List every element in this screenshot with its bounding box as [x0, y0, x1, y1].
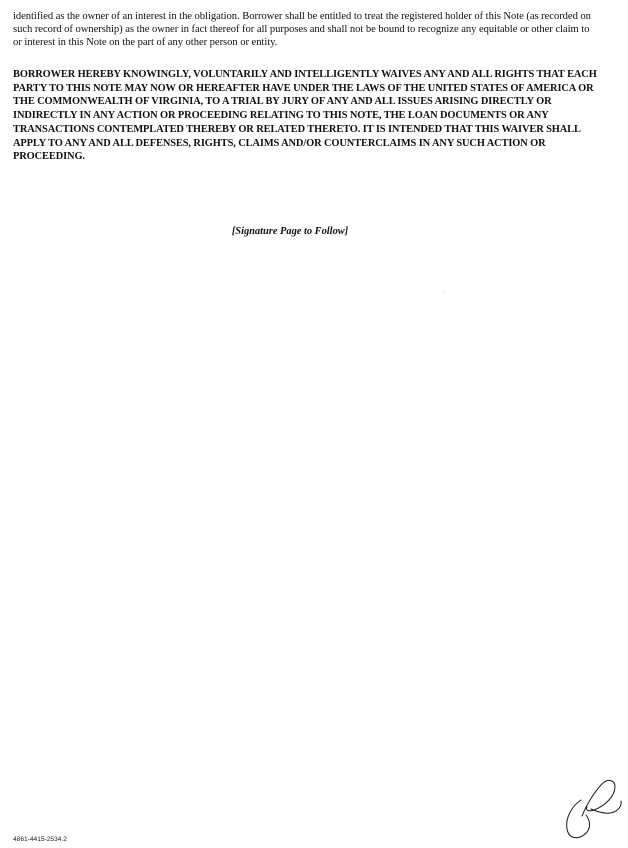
- handwritten-initials-icon: [560, 772, 626, 844]
- jury-trial-waiver-paragraph: BORROWER HEREBY KNOWINGLY, VOLUNTARILY AND INTELLIGENTLY WAIVES ANY AND ALL RIGHTS THAT EACH PARTY TO THIS NOTE MAY NOW OR HEREAFTER HAVE UNDER THE LAWS OF THE UNITED STATES OF AMERICA OR THE COMMONWEALTH OF VIRGINIA, TO A TRIAL BY JURY OF ANY AND ALL ISSUES ARISING DIRECTLY OR INDIRECTLY IN ANY ACTION OR PROCEEDING RELATING TO THIS NOTE, THE LOAN DOCUMENTS OR ANY TRANSACTIONS CONTEMPLATED THEREBY OR RELATED THERETO. IT IS INTENDED THAT THIS WAIVER SHALL APPLY TO ANY AND ALL DEFENSES, RIGHTS, CLAIMS AND/OR COUNTERCLAIMS IN ANY SUCH ACTION OR PROCEEDING.: [13, 69, 597, 163]
- registration-paragraph: identified as the owner of an interest in the obligation. Borrower shall be entitled to treat the registered holder of this Note (as recorded on such record of ownership) as the owner in fact thereof for all purposes and shall not be bound to recognize any equitable or other claim to or interest in this Note on the part of any other person or entity.: [13, 11, 591, 48]
- signature-page-notice: [Signature Page to Follow]: [231, 226, 349, 237]
- scan-speck: [443, 291, 444, 292]
- footer-document-id: 4861-4415-2534.2: [13, 836, 67, 843]
